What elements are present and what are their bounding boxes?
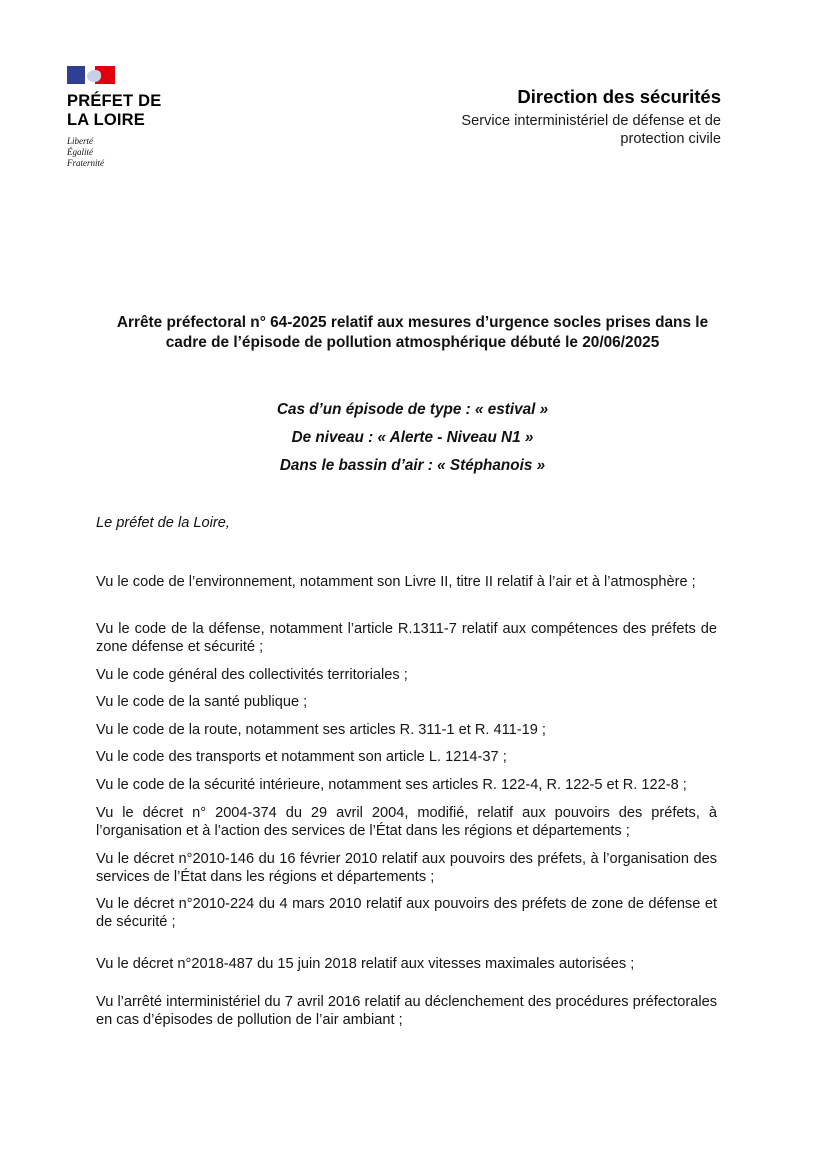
consideration-item: Vu le code de la défense, notamment l’article R.1311-7 relatif aux compétences des préfets de zone défense et sécurité ; bbox=[96, 621, 717, 655]
consideration-item: Vu le décret n°2010-146 du 16 février 2010 relatif aux pouvoirs des préfets, à l’organisation des services de l’État dans les régions et départements ; bbox=[96, 851, 717, 885]
republic-motto bbox=[67, 136, 207, 169]
consideration-item: Vu l’arrêté interministériel du 7 avril 2016 relatif au déclenchement des procédures préfectorales en cas d’épisodes de pollution de l’air ambiant ; bbox=[96, 994, 717, 1028]
service-name: Service interministériel de défense et de protection civile bbox=[461, 113, 721, 147]
consideration-item: Vu le code de l’environnement, notamment son Livre II, titre II relatif à l’air et à l’atmosphère ; bbox=[96, 574, 696, 590]
consideration-item: Vu le décret n° 2004-374 du 29 avril 2004, modifié, relatif aux pouvoirs des préfets, à l’organisation et à l’action des services de l’État dans les régions et départements ; bbox=[96, 805, 717, 839]
marianne-flag-icon bbox=[67, 66, 115, 84]
consideration-item: Vu le décret n°2010-224 du 4 mars 2010 relatif aux pouvoirs des préfets de zone de défense et de sécurité ; bbox=[96, 896, 717, 930]
alert-level: De niveau : « Alerte - Niveau N1 » bbox=[291, 429, 534, 446]
motto-fraternite: Fraternité bbox=[67, 158, 104, 168]
consideration-item: Vu le code général des collectivités territoriales ; bbox=[96, 667, 408, 683]
direction-title: Direction des sécurités bbox=[517, 86, 721, 107]
episode-type: Cas d’un épisode de type : « estival » bbox=[276, 401, 549, 418]
consideration-item: Vu le code des transports et notamment son article L. 1214-37 ; bbox=[96, 749, 507, 765]
motto-egalite: Égalité bbox=[67, 147, 93, 157]
prefecture-logo bbox=[67, 66, 207, 169]
consideration-item: Vu le code de la sécurité intérieure, notamment ses articles R. 122-4, R. 122-5 et R. 122-8 ; bbox=[96, 777, 687, 793]
arrete-title: Arrête préfectoral n° 64-2025 relatif aux mesures d’urgence socles prises dans le cadre de l’épisode de pollution atmosphérique débuté le 20/06/2025 bbox=[116, 314, 709, 351]
intro-line: Le préfet de la Loire, bbox=[96, 515, 230, 531]
issuing-service bbox=[431, 86, 721, 148]
air-basin: Dans le bassin d’air : « Stéphanois » bbox=[279, 457, 546, 474]
prefecture-name: PRÉFET DE LA LOIRE bbox=[67, 92, 162, 129]
consideration-item: Vu le décret n°2018-487 du 15 juin 2018 relatif aux vitesses maximales autorisées ; bbox=[96, 956, 635, 972]
motto-liberte: Liberté bbox=[67, 136, 93, 146]
consideration-item: Vu le code de la route, notamment ses articles R. 311-1 et R. 411-19 ; bbox=[96, 722, 546, 738]
consideration-item: Vu le code de la santé publique ; bbox=[96, 694, 308, 710]
